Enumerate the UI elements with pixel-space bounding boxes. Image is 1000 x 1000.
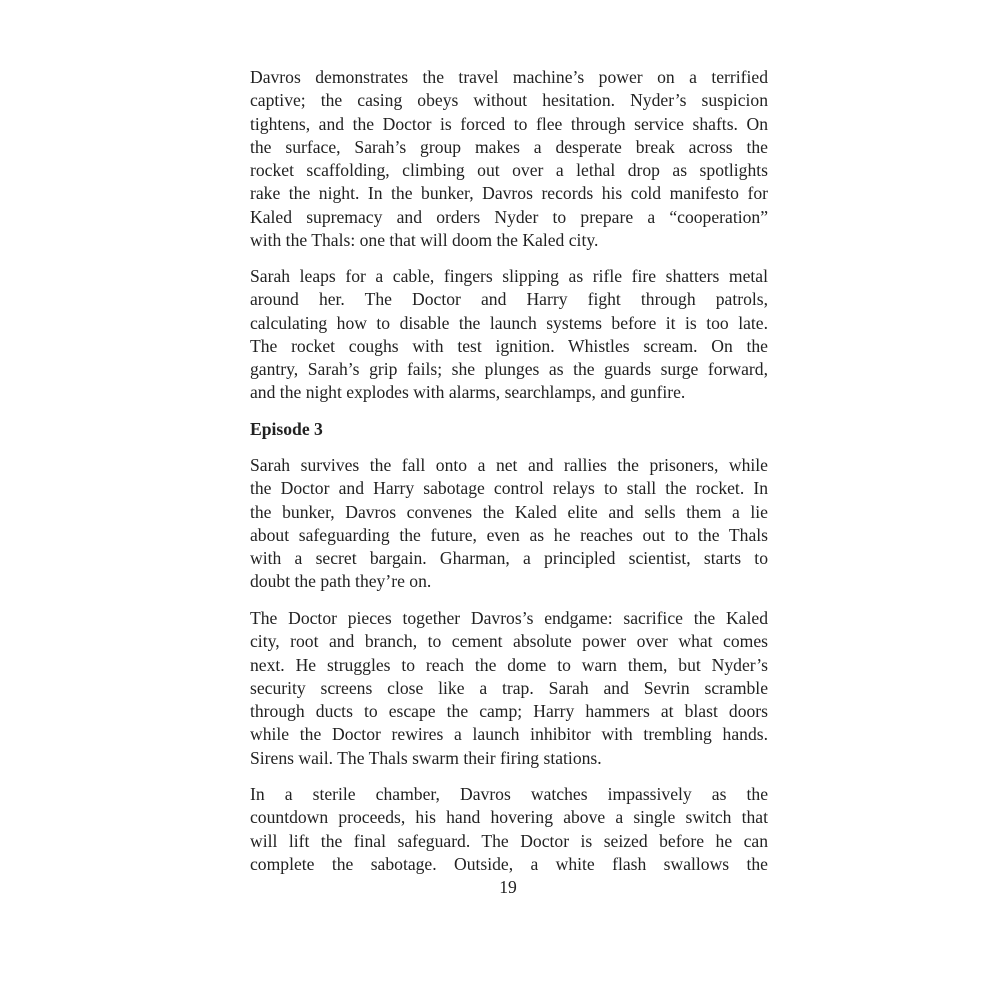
text-line: about safeguarding the future, even as he reaches out to the Thals [250, 524, 768, 545]
text-line: tightens, and the Doctor is forced to flee through service shafts. On [250, 113, 768, 134]
text-line: rake the night. In the bunker, Davros records his cold manifesto for [250, 183, 768, 204]
text-line: city, root and branch, to cement absolute power over what comes [250, 631, 768, 652]
text-line: around her. The Doctor and Harry fight through patrols, [250, 289, 768, 310]
text-line: rocket scaffolding, climbing out over a lethal drop as spotlights [250, 160, 768, 181]
paragraph-3 [250, 454, 768, 594]
text-line: complete the sabotage. Outside, a white flash swallows the [250, 853, 768, 874]
text-line: security screens close like a trap. Sarah and Sevrin scramble [250, 677, 768, 698]
episode-heading: Episode 3 [250, 419, 323, 439]
text-line: next. He struggles to reach the dome to warn them, but Nyder’s [250, 654, 768, 675]
text-line: The rocket coughs with test ignition. Whistles scream. On the [250, 335, 768, 356]
text-line: with a secret bargain. Gharman, a principled scientist, starts to [250, 548, 768, 569]
paragraph-2 [250, 265, 768, 405]
text-line: Sarah survives the fall onto a net and rallies the prisoners, while [250, 455, 768, 475]
text-line: the bunker, Davros convenes the Kaled elite and sells them a lie [250, 501, 768, 522]
text-line: The Doctor pieces together Davros’s endgame: sacrifice the Kaled [250, 608, 768, 628]
text-line: the Doctor and Harry sabotage control relays to stall the rocket. In [250, 478, 768, 499]
text-line: and the night explodes with alarms, searchlamps, and gunfire. [250, 382, 686, 403]
text-line: gantry, Sarah’s grip fails; she plunges as the guards surge forward, [250, 359, 768, 380]
text-line: through ducts to escape the camp; Harry hammers at blast doors [250, 701, 768, 722]
paragraph-1 [250, 66, 768, 252]
text-line: with the Thals: one that will doom the Kaled city. [250, 230, 599, 251]
paragraph-5 [250, 783, 768, 876]
text-line: while the Doctor rewires a launch inhibitor with trembling hands. [250, 724, 768, 745]
text-line: doubt the path they’re on. [250, 571, 432, 592]
text-line: Sarah leaps for a cable, fingers slipping as rifle fire shatters metal [250, 266, 768, 286]
text-line: captive; the casing obeys without hesitation. Nyder’s suspicion [250, 90, 768, 111]
text-line: the surface, Sarah’s group makes a desperate break across the [250, 136, 768, 157]
text-line: countdown proceeds, his hand hovering above a single switch that [250, 807, 768, 828]
text-line: In a sterile chamber, Davros watches impassively as the [250, 784, 768, 804]
text-line: Kaled supremacy and orders Nyder to prepare a “cooperation” [250, 206, 768, 227]
text-line: Sirens wail. The Thals swarm their firing stations. [250, 747, 602, 768]
text-line: Davros demonstrates the travel machine’s power on a terrified [250, 67, 768, 87]
text-line: calculating how to disable the launch systems before it is too late. [250, 312, 768, 333]
paragraph-4 [250, 607, 768, 770]
page-number: 19 [499, 877, 517, 897]
text-line: will lift the final safeguard. The Doctor is seized before he can [250, 830, 768, 851]
